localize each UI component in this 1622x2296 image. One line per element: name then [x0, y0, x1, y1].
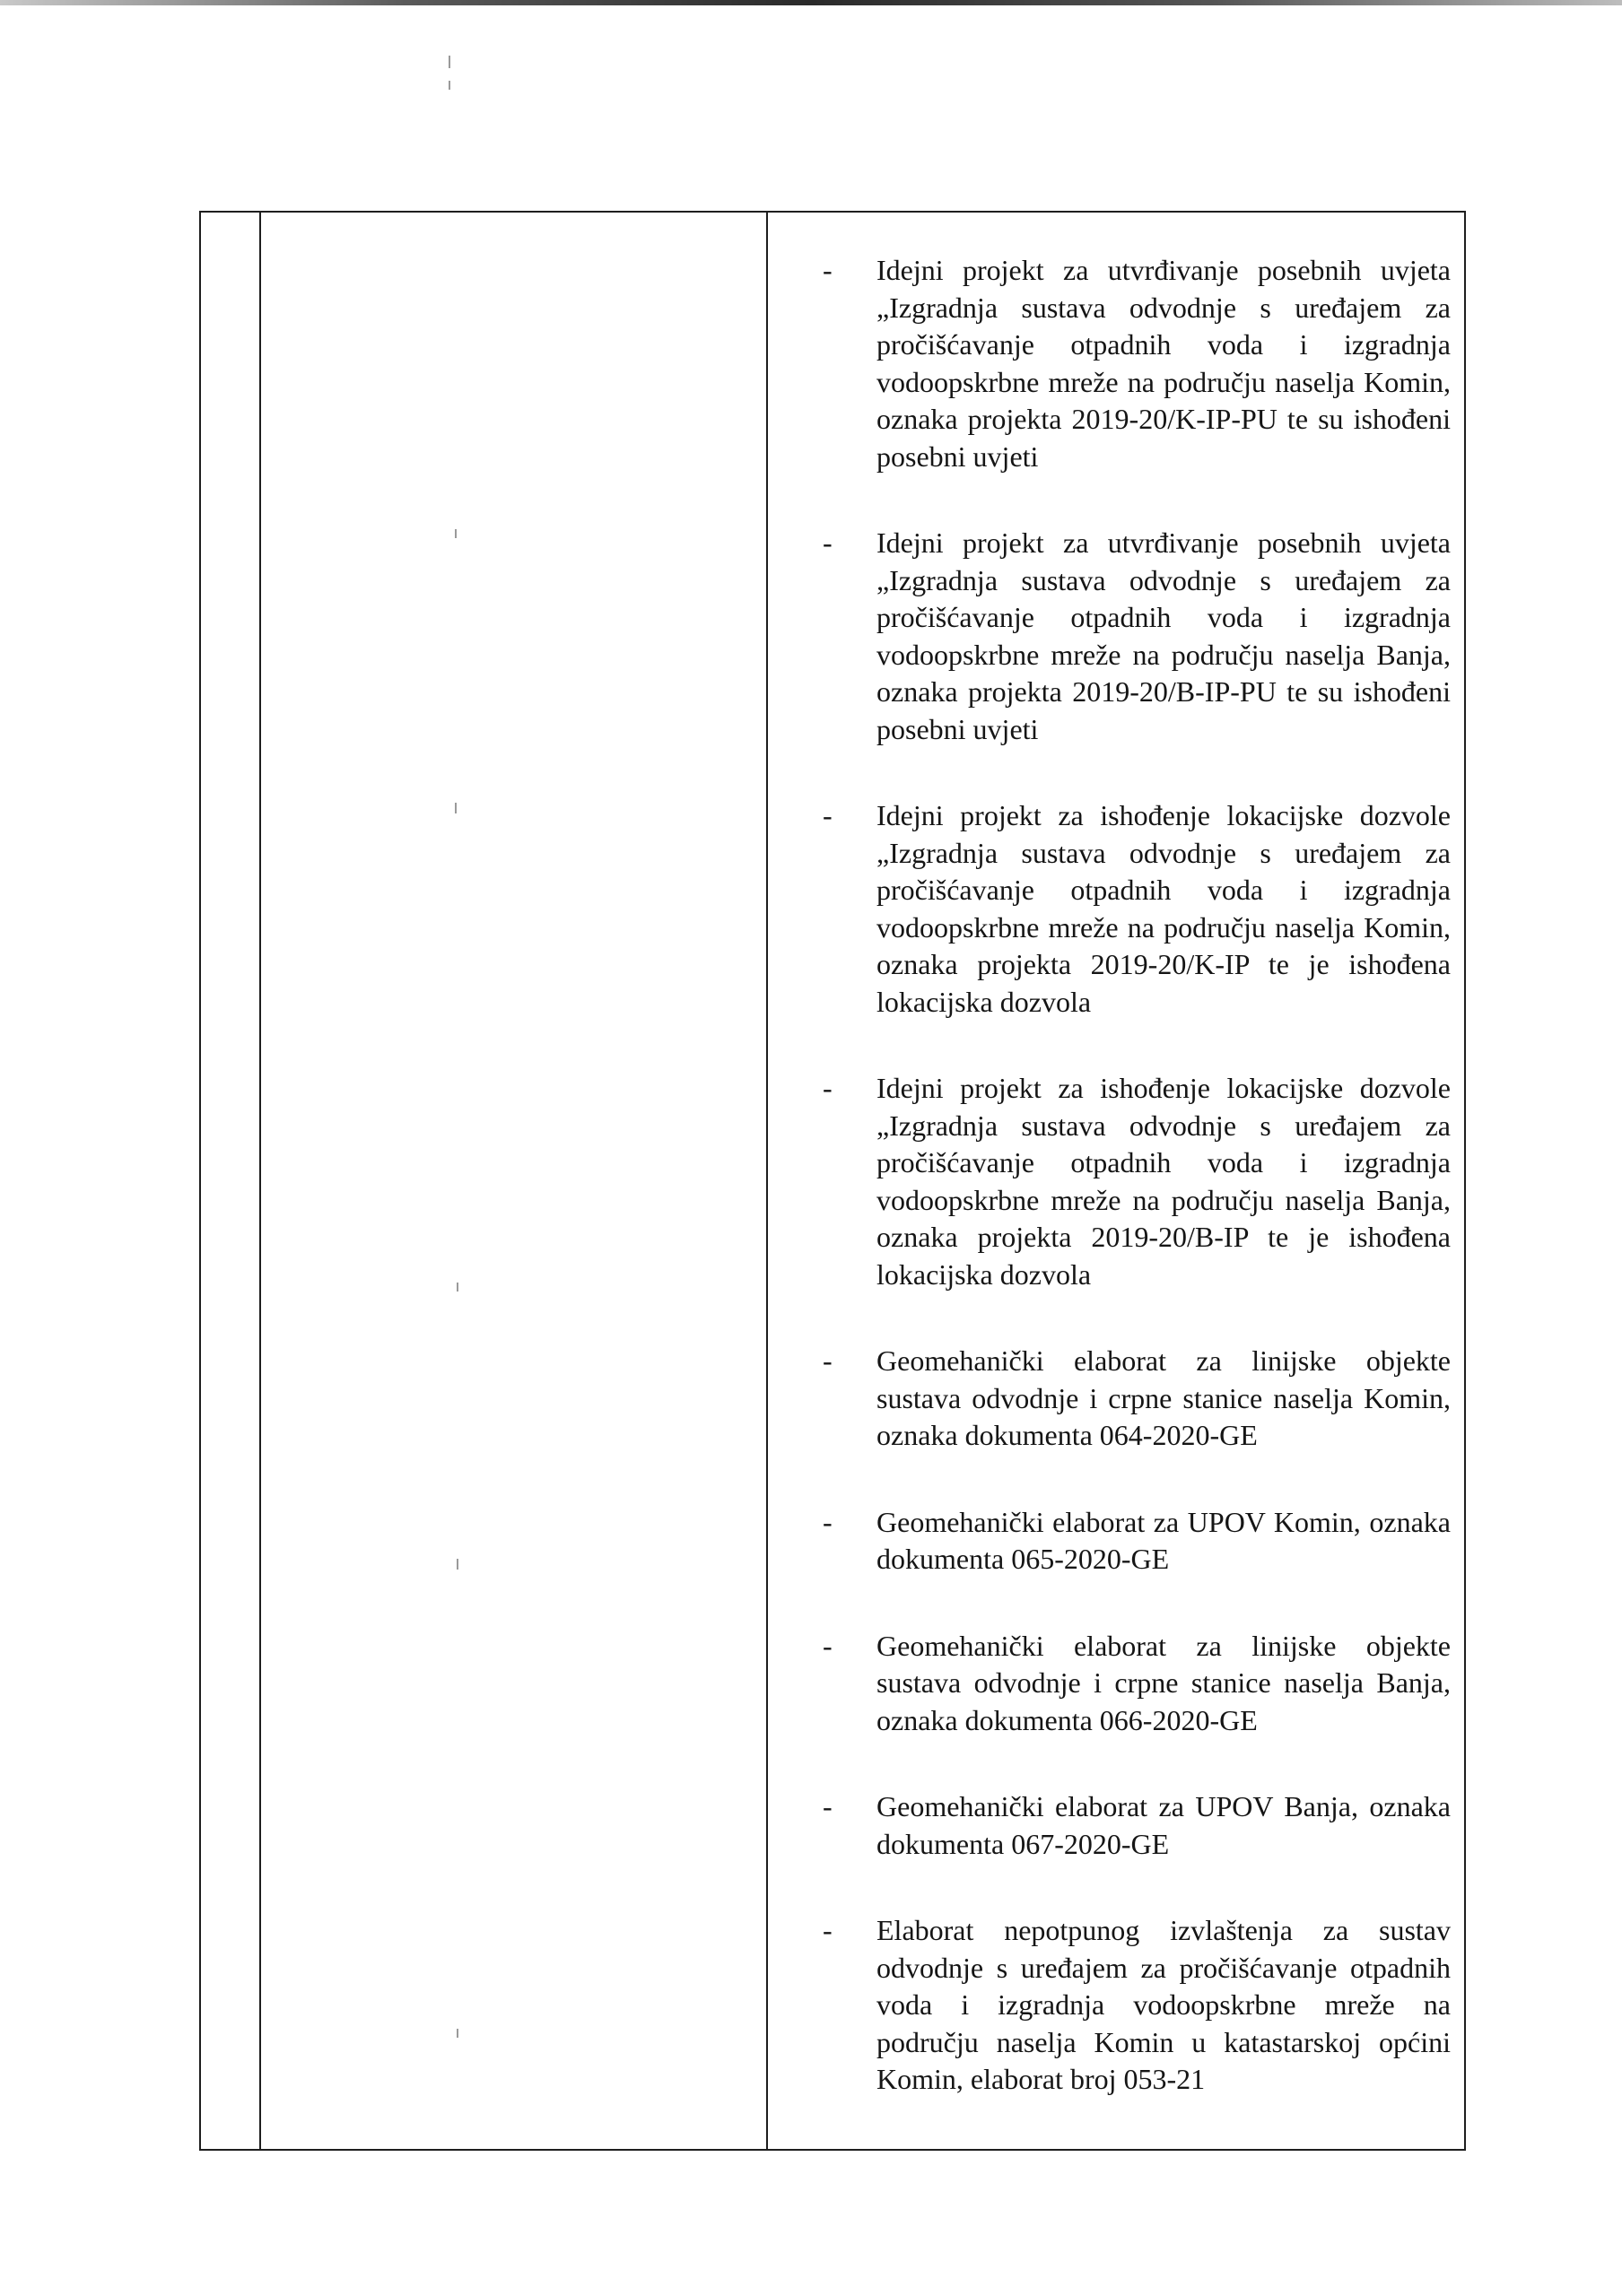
document-item-text: Geomehanički elaborat za linijske objekte sustava odvodnje i crpne stanice naselja Banja, oznaka dokumenta 066-2020-GE: [876, 1629, 1451, 1736]
document-item-text: Idejni projekt za ishođenje lokacijske dozvole „Izgradnja sustava odvodnje s uređajem za pročišćavanje otpadnih voda i izgradnja vodoopskrbne mreže na području naselja Banja, oznaka projekta 2019-20/B-IP te je ishođena lokacijska dozvola: [876, 1072, 1451, 1291]
document-item: [823, 1912, 1451, 2099]
document-item-text: Geomehanički elaborat za UPOV Komin, oznaka dokumenta 065-2020-GE: [876, 1505, 1451, 1575]
document-item: [823, 797, 1451, 1021]
dash-bullet: -: [823, 1505, 833, 1538]
document-item: [823, 525, 1451, 748]
document-item: [823, 1504, 1451, 1578]
document-item-text: Idejni projekt za ishođenje lokacijske dozvole „Izgradnja sustava odvodnje s uređajem za pročišćavanje otpadnih voda i izgradnja vodoopskrbne mreže na području naselja Komin, oznaka projekta 2019-20/K-IP te je ishođena lokacijska dozvola: [876, 799, 1451, 1018]
document-item: [823, 1788, 1451, 1863]
document-item-text: Geomehanički elaborat za linijske objekte sustava odvodnje i crpne stanice naselja Komin, oznaka dokumenta 064-2020-GE: [876, 1344, 1451, 1451]
document-item-text: Idejni projekt za utvrđivanje posebnih uvjeta „Izgradnja sustava odvodnje s uređajem za pročišćavanje otpadnih voda i izgradnja vodoopskrbne mreže na području naselja Banja, oznaka projekta 2019-20/B-IP-PU te su ishođeni posebni uvjeti: [876, 526, 1451, 745]
dash-bullet: -: [823, 526, 833, 559]
document-item: [823, 1628, 1451, 1740]
document-item-list: [823, 252, 1451, 2099]
dash-bullet: -: [823, 1914, 833, 1946]
scan-top-edge: [0, 0, 1622, 5]
scan-artifact: [449, 56, 450, 68]
table-column-divider-1: [259, 213, 261, 2149]
dash-bullet: -: [823, 1790, 833, 1822]
document-item: [823, 252, 1451, 475]
document-item-text: Geomehanički elaborat za UPOV Banja, oznaka dokumenta 067-2020-GE: [876, 1790, 1451, 1860]
document-item: [823, 1343, 1451, 1455]
dash-bullet: -: [823, 1072, 833, 1104]
dash-bullet: -: [823, 799, 833, 831]
document-item-text: Elaborat nepotpunog izvlaštenja za sustav odvodnje s uređajem za pročišćavanje otpadnih voda i izgradnja vodoopskrbne mreže na području naselja Komin u katastarskoj općini Komin, elaborat broj 053-21: [876, 1914, 1451, 2095]
dash-bullet: -: [823, 254, 833, 286]
dash-bullet: -: [823, 1629, 833, 1662]
document-item: [823, 1070, 1451, 1293]
dash-bullet: -: [823, 1344, 833, 1377]
document-item-text: Idejni projekt za utvrđivanje posebnih uvjeta „Izgradnja sustava odvodnje s uređajem za pročišćavanje otpadnih voda i izgradnja vodoopskrbne mreže na području naselja Komin, oznaka projekta 2019-20/K-IP-PU te su ishođeni posebni uvjeti: [876, 254, 1451, 473]
table-column-divider-2: [766, 213, 768, 2149]
scan-artifact: [449, 81, 450, 90]
